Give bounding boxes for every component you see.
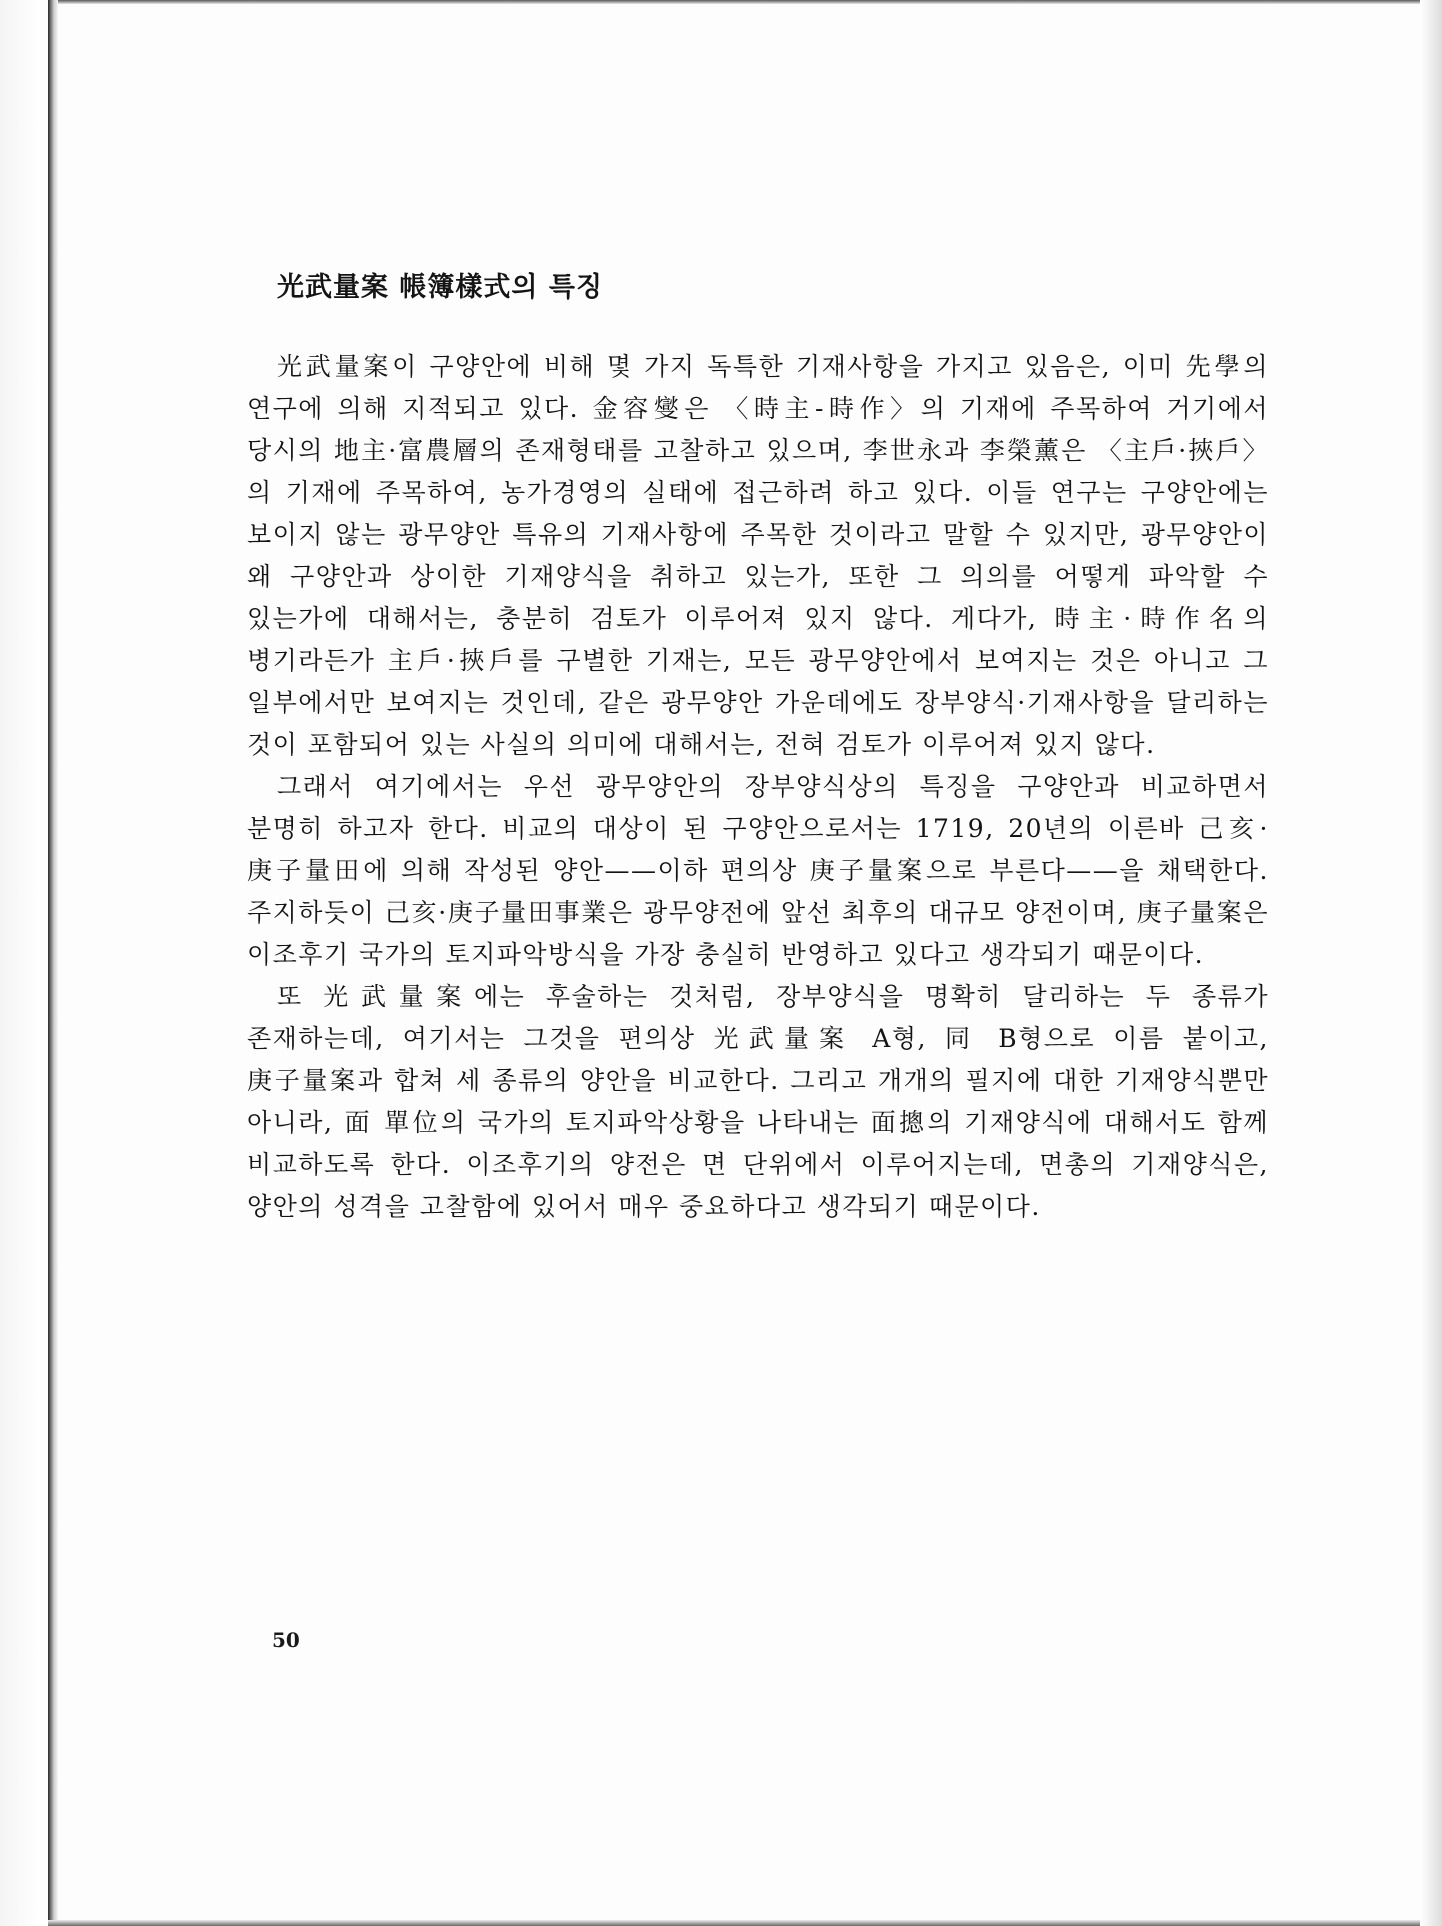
section-title: 光武量案 帳簿樣式의 특징 [277,272,604,303]
page-text-block [247,268,1269,1228]
page-number: 50 [272,1628,300,1652]
page-edge-bottom [48,1920,1442,1926]
body-paragraph-2: 그래서 여기에서는 우선 광무양안의 장부양식상의 특징을 구양안과 비교하면서 분명히 하고자 한다. 비교의 대상이 된 구양안으로서는 1719, 20년의 이른바 己亥·庚子量田에 의해 작성된 양안——이하 편의상 庚子量案으로 부른다——을 채택한다. 주지하듯이 己亥·庚子量田事業은 광무양전에 앞선 최후의 대규모 양전이며, 庚子量案은 이조후기 국가의 토지파악방식을 가장 충실히 반영하고 있다고 생각되기 때문이다. [247,772,1269,969]
book-spine-edge [48,0,58,1926]
page-shadow-right [1420,0,1442,1926]
body-paragraph-3: 또 光武量案에는 후술하는 것처럼, 장부양식을 명확히 달리하는 두 종류가 존재하는데, 여기서는 그것을 편의상 光武量案 A형, 同 B형으로 이름 붙이고, 庚子量案과 합쳐 세 종류의 양안을 비교한다. 그리고 개개의 필지에 대한 기재양식뿐만 아니라, 面 單位의 국가의 토지파악상황을 나타내는 面摠의 기재양식에 대해서도 함께 비교하도록 한다. 이조후기의 양전은 면 단위에서 이루어지는데, 면총의 기재양식은, 양안의 성격을 고찰함에 있어서 매우 중요하다고 생각되기 때문이다. [247,982,1269,1221]
body-paragraph-1: 光武量案이 구양안에 비해 몇 가지 독특한 기재사항을 가지고 있음은, 이미 先學의 연구에 의해 지적되고 있다. 金容燮은 〈時主-時作〉의 기재에 주목하여 거기에서 당시의 地主·富農層의 존재형태를 고찰하고 있으며, 李世永과 李榮薰은 〈主戶·挾戶〉의 기재에 주목하여, 농가경영의 실태에 접근하려 하고 있다. 이들 연구는 구양안에는 보이지 않는 광무양안 특유의 기재사항에 주목한 것이라고 말할 수 있지만, 광무양안이 왜 구양안과 상이한 기재양식을 취하고 있는가, 또한 그 의의를 어떻게 파악할 수 있는가에 대해서는, 충분히 검토가 이루어져 있지 않다. 게다가, 時主·時作名의 병기라든가 主戶·挾戶를 구별한 기재는, 모든 광무양안에서 보여지는 것은 아니고 그 일부에서만 보여지는 것인데, 같은 광무양안 가운데에도 장부양식·기재사항을 달리하는 것이 포함되어 있는 사실의 의미에 대해서는, 전혀 검토가 이루어져 있지 않다. [247,352,1269,759]
